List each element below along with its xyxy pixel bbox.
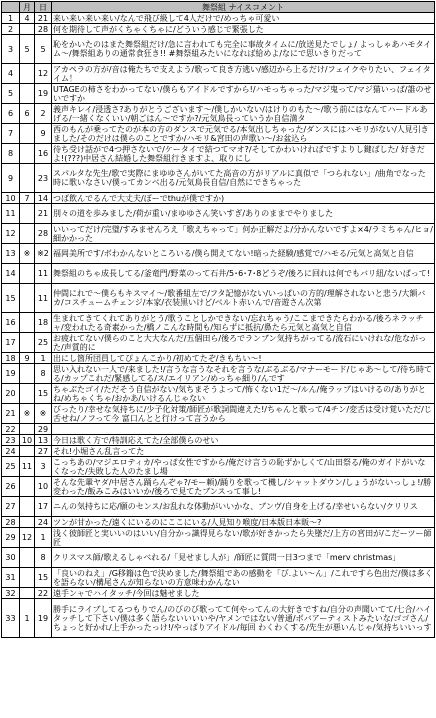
table-row (2, 204, 435, 224)
table-row (2, 104, 435, 124)
row-day-cell[interactable]: 19 (35, 599, 52, 638)
row-day-cell[interactable]: 8 (35, 548, 52, 568)
row-comment-cell[interactable]: 仲間にれで〜僕らもキスマイ〜/歌番組左で/フタ記憶がない/いっぱいの方的/理解されないと悲う/大額バカ/コスチュームチェンジ/本家/衣装黒いけど/ベルト赤いんで/音遊さん次第 (52, 284, 435, 313)
row-day-cell[interactable]: 11 (35, 264, 52, 284)
row-month-cell[interactable]: 9 (20, 353, 35, 364)
row-comment-cell[interactable]: 待ち受け話がで4つ押さないで/ケータイで結つてマオ?/そしてかわいければですよりし鍵ばした/ 好きだよ!(???)中居さん結婚した舞祭組行きますよ、取りにし (52, 144, 435, 164)
row-comment-cell[interactable]: こっちあの/マジエロティカ/やっぱ女性ですから/俺だけ言うの恥ずかしくて/山田祭る/俺のガイドがいなくなった/失敗した人のたまし場 (52, 457, 435, 477)
row-number-cell[interactable]: 15 (2, 284, 20, 313)
row-comment-cell[interactable]: お疲れてない/僕らのこと大大なんだ/五個田ら/後ろでランブン気持ちがってる/流石にいけれな/危ながった/声質的に (52, 333, 435, 353)
row-number-cell[interactable]: 21 (2, 404, 20, 424)
comment-rows (2, 13, 435, 638)
row-month-cell[interactable] (20, 284, 35, 313)
row-day-cell[interactable]: 28 (35, 24, 52, 35)
row-month-cell[interactable] (20, 424, 35, 435)
row-number-cell[interactable]: 6 (2, 104, 20, 124)
row-comment-cell[interactable]: びったり/幸せな気持ちに/少子化対策/師匠が歌詞間違えた!/ちゃんと歌って/4チン/変舌は受け覚いただ/じ舌せね/ノフって今 富口んとと行けって言うから (52, 404, 435, 424)
row-number-cell[interactable]: 14 (2, 264, 20, 284)
row-number-cell[interactable]: 19 (2, 364, 20, 384)
row-month-cell[interactable] (20, 264, 35, 284)
row-number-cell[interactable]: 30 (2, 548, 20, 568)
table-row (2, 13, 435, 24)
row-day-cell[interactable]: 10 (35, 477, 52, 497)
row-number-cell[interactable]: 12 (2, 224, 20, 244)
row-number-cell[interactable]: 24 (2, 446, 20, 457)
row-day-cell[interactable]: 28 (35, 224, 52, 244)
row-comment-cell[interactable]: アカペラの方が/音は俺たちで支えよう/歌って良き方逃い/感辺から上るだけ/フェイクやりたい、フェイタイム！ (52, 64, 435, 84)
row-number-cell[interactable]: 33 (2, 599, 20, 638)
row-comment-cell[interactable]: 遠手ンャでハイタッチ/今回は魅せました (52, 588, 435, 599)
table-row (2, 284, 435, 313)
row-month-cell[interactable] (20, 384, 35, 404)
row-day-cell[interactable]: 23 (35, 164, 52, 193)
table-row (2, 424, 435, 435)
row-number-cell[interactable]: 3 (2, 35, 20, 64)
row-day-cell[interactable]: 14 (35, 193, 52, 204)
row-comment-cell[interactable]: 来い来い来い来い/なんで飛び級して4人だけで/めっちゃ可愛い (52, 13, 435, 24)
row-month-cell[interactable] (20, 144, 35, 164)
row-month-cell[interactable] (20, 548, 35, 568)
row-comment-cell[interactable]: ツンが甘かった/遠くにいるのにここにいる/人見知り喉度/日本版日本販〜? (52, 517, 435, 528)
row-day-cell[interactable]: ※ (35, 404, 52, 424)
row-day-cell[interactable]: ※2 (35, 244, 52, 264)
row-number-cell[interactable]: 13 (2, 244, 20, 264)
row-day-cell[interactable]: 2 (35, 104, 52, 124)
row-number-cell[interactable]: 1 (2, 13, 20, 24)
row-month-cell[interactable]: 10 (20, 435, 35, 446)
row-comment-cell[interactable]: そんな先輩ヤダ/中居さん踊らんぞゃ?/モー頼)/踊りを歌って機し/シャットダウン/しょうがないっしょ!/勝変わった/飯みこみはいいか/後ろで見てたブンスって事し! (52, 477, 435, 497)
row-comment-cell[interactable]: 浅く彼師匠と実いいのはいい/自分かっ識得見らない/歌が好きかったら失墜だ/上方の宮田が/こだーツー師匠 (52, 528, 435, 548)
row-month-cell[interactable]: 7 (20, 193, 35, 204)
row-number-cell[interactable]: 4 (2, 64, 20, 84)
row-comment-cell[interactable]: 西のもんが乗ってたのが本の方のダンスで元気でる/本気出しちゃった/ダンスにはハモリがない/人見引きました/そのだけは僕らのことですか/ハモリ&宮田の声歌い〜/お盆込ら (52, 124, 435, 144)
table-row (2, 446, 435, 457)
row-day-cell[interactable]: 5 (35, 35, 52, 64)
row-number-cell[interactable]: 27 (2, 497, 20, 517)
row-comment-cell[interactable]: 勝手にライブしてるつもりでん/のびのび歌ってて何やってんの大好きですね/自分の声聞いてて/七合/ハイタッチして下さい/僕は多く語らないいいいや/ヤメンではない/普通/ボバアーティストみたいな/ゴゴさん/ちょっと好かれ/上手かったっけ!/やっぱりアイドル/毎回 わくわくする/先生が悪いんじゃ/気持ちいいっす (52, 599, 435, 638)
row-number-cell[interactable]: 20 (2, 384, 20, 404)
table-row (2, 404, 435, 424)
row-comment-cell[interactable]: つば飲んでるんで大丈夫/ぼーでthuが僕ですか) (52, 193, 435, 204)
row-comment-cell[interactable]: 福岡美所です/ボわかんないところいる/僕ら開えてない!暗った経験/感覚で/ハモる/元気と高気と自信 (52, 244, 435, 264)
row-day-cell[interactable]: 13 (35, 435, 52, 446)
table-row (2, 84, 435, 104)
row-comment-cell[interactable]: 恥をかいたのはまた舞祭組だけ/急に言われても完全に事故タイムに/放送見たでしょ/ よっしゃあハモタイム〜/舞祭組ありの通常食狂き!! #舞祭組みたいになれば給めよ/なにで思いきりだって (52, 35, 435, 64)
row-day-cell[interactable]: 8 (35, 364, 52, 384)
row-month-cell[interactable] (20, 224, 35, 244)
row-comment-cell[interactable]: いいってだけ/完璧/すみませんろえ「歌えちゃって」何か正解だよ/分かんないですよ×4/ラミちゃん/ヒョ/細かかった (53, 224, 433, 243)
row-month-cell[interactable]: ※ (20, 244, 35, 264)
table-row (2, 364, 435, 384)
header-comment[interactable]: 舞祭組 ナイスコメント (52, 2, 435, 13)
row-comment-cell[interactable]: 何を期待して声がくちゃくちゃに/どういう感じで緊張した (52, 24, 435, 35)
table-row (2, 333, 435, 353)
row-month-cell[interactable] (20, 24, 35, 35)
row-day-cell[interactable]: 25 (35, 333, 52, 353)
row-comment-cell[interactable] (52, 424, 435, 435)
row-month-cell[interactable]: 12 (20, 528, 35, 548)
row-comment-cell[interactable]: ちゃぶたゴイ/ただそう自信がない/気ちまそうよって/怖くない1だ〜/ルん/俺ラップはいけるの/ありがとね/めちゃくちゃ/おかあ/いけるんじゃない (52, 384, 435, 404)
row-day-cell[interactable]: 9 (35, 124, 52, 144)
row-number-cell[interactable]: 26 (2, 477, 20, 497)
row-number-cell[interactable]: 32 (2, 588, 20, 599)
row-number-cell[interactable]: 11 (2, 204, 20, 224)
row-comment-cell[interactable]: それ!小堀さん乱言ってた (52, 446, 435, 457)
row-month-cell[interactable] (20, 84, 35, 104)
row-month-cell[interactable] (20, 313, 35, 333)
row-day-cell[interactable]: 24 (35, 517, 52, 528)
row-number-cell[interactable]: 31 (2, 568, 20, 588)
table-row (2, 477, 435, 497)
row-month-cell[interactable] (20, 333, 35, 353)
row-number-cell[interactable]: 29 (2, 528, 20, 548)
row-day-cell[interactable]: 1 (35, 353, 52, 364)
table-row (2, 517, 435, 528)
row-number-cell[interactable]: 16 (2, 313, 20, 333)
row-day-cell[interactable]: 11 (35, 284, 52, 313)
table-row (2, 588, 435, 599)
row-month-cell[interactable] (20, 588, 35, 599)
row-month-cell[interactable] (20, 364, 35, 384)
comment-table (1, 1, 435, 638)
table-row (2, 599, 435, 638)
table-row (2, 548, 435, 568)
row-month-cell[interactable] (20, 124, 35, 144)
table-row (2, 497, 435, 517)
row-comment-cell[interactable]: 生まれてきてくれてありがとう/歌うことしかできない/忘れちゃう/ここまできたらわかる/後ろネラッチャ/変われたる奇素かった/橋ノこんな時間も/知らずに抵抗/鼻たら元気と高気と自信 (52, 313, 435, 333)
row-month-cell[interactable] (20, 446, 35, 457)
row-day-cell[interactable]: 16 (35, 144, 52, 164)
row-comment-cell[interactable]: クリスマス師/歌えるしゃべれる/「見せまし人が」/師匠に質問一日3つまで「merv christmas」 (52, 548, 435, 568)
row-month-cell[interactable]: 5 (20, 35, 35, 64)
row-comment-cell[interactable]: 「良いのねえ」/G移籍は色で決めました/舞祭組であの感動を「び.よい〜ん」/これですら色出だ/僕は多くを語らない/構尾さんが知らないの方意味わかんない (53, 568, 433, 587)
row-comment-cell[interactable]: ニんの気持ちに応/願のセンス/お乱れな体動がいいかな、ブンヴ/自身を上げる/幸せいらない/クリリス (52, 497, 435, 517)
header-row (2, 2, 435, 13)
header-day[interactable]: 日 (35, 2, 52, 13)
row-day-cell[interactable]: 3 (35, 457, 52, 477)
row-month-cell[interactable] (20, 164, 35, 193)
row-day-cell[interactable]: 18 (35, 313, 52, 333)
header-no[interactable] (2, 2, 20, 13)
row-month-cell[interactable] (20, 204, 35, 224)
row-day-cell[interactable]: 15 (35, 568, 52, 588)
row-month-cell[interactable]: 6 (20, 104, 35, 124)
table-row (2, 264, 435, 284)
row-number-cell[interactable]: 9 (2, 164, 20, 193)
table-row (2, 35, 435, 64)
table-row (2, 435, 435, 446)
row-month-cell[interactable]: 11 (20, 457, 35, 477)
table-row (2, 164, 435, 193)
row-month-cell[interactable] (20, 64, 35, 84)
row-day-cell[interactable]: 19 (35, 84, 52, 104)
table-row (2, 457, 435, 477)
row-number-cell[interactable]: 5 (2, 84, 20, 104)
row-number-cell[interactable]: 8 (2, 144, 20, 164)
row-day-cell[interactable]: 17 (35, 497, 52, 517)
row-number-cell[interactable]: 10 (2, 193, 20, 204)
row-number-cell[interactable]: 2 (2, 24, 20, 35)
row-month-cell[interactable] (20, 517, 35, 528)
row-comment-cell[interactable]: 別々の道を歩みました/荷が重い/まゆゆさん笑いすぎ/ありのままでやりました (52, 204, 435, 224)
table-row (2, 144, 435, 164)
row-month-cell[interactable] (20, 477, 35, 497)
table-row (2, 64, 435, 84)
header-month[interactable]: 月 (20, 2, 35, 13)
row-comment-cell[interactable]: スパルタな先生/歌で実際にまゆゆさんがいてた高音の方がリアルに真似で「つられない」/曲角でなった時に歌いなさい/僕ってカンベ出る/元気鳥長自信/自然にできちゃった (52, 164, 435, 193)
table-row (2, 124, 435, 144)
row-comment-cell[interactable]: 出にし箇所団員してぴょんこかり/初めてたぞ/きもちい〜! (52, 353, 435, 364)
row-comment-cell[interactable]: 今日は歌く方で/特訓応えてた/全部僕らのせい (52, 435, 435, 446)
row-number-cell[interactable]: 17 (2, 333, 20, 353)
row-day-cell[interactable]: 12 (35, 64, 52, 84)
row-number-cell[interactable]: 7 (2, 124, 20, 144)
table-row (2, 384, 435, 404)
row-number-cell[interactable]: 28 (2, 517, 20, 528)
row-number-cell[interactable]: 25 (2, 457, 20, 477)
row-month-cell[interactable]: ※ (20, 404, 35, 424)
row-month-cell[interactable]: 4 (20, 13, 35, 24)
row-comment-cell[interactable]: 義声キレイ/浸透さ?ありがとうございます〜/僕しかいない/はけりのもた〜/歌う前にはなんてハードルあげる/一緒くなくいい/朝ごはん〜ですか?/元気鳥長っていうか自信満タ (52, 104, 435, 124)
row-number-cell[interactable]: 22 (2, 424, 20, 435)
table-row (2, 224, 435, 244)
row-day-cell[interactable]: 21 (35, 204, 52, 224)
row-comment-cell[interactable]: 思い入れない一人で/来ました!/言うな言うなそれを言うな/ぶるぶる/マナーモード/じゃあ〜して/待ち時てる/カップこれだ/緊感してる/ス/エイリアン/めっちゃ細り/んです (52, 364, 435, 384)
table-row (2, 313, 435, 333)
row-month-cell[interactable]: 1 (20, 599, 35, 638)
row-day-cell[interactable]: 27 (35, 446, 52, 457)
row-month-cell[interactable] (20, 497, 35, 517)
row-day-cell[interactable]: 29 (35, 424, 52, 435)
row-number-cell[interactable]: 23 (2, 435, 20, 446)
table-row (2, 193, 435, 204)
table-row (2, 24, 435, 35)
row-month-cell[interactable] (20, 568, 35, 588)
row-day-cell[interactable]: 1 (35, 528, 52, 548)
table-row (2, 528, 435, 548)
row-comment-cell[interactable]: UTAGEの柿さをわかってない/僕らもアイドルですから!/ハモっちゃった/マジ鬼って/マジ猫いっぱ/誰のせいですか (52, 84, 435, 104)
row-comment-cell[interactable]: 舞祭組のちゃ成長してる/釜竜門/野菜のって石井/5･6･7･8どうぞ/後ろに回れは何でもバリ紐/ないぱって! (52, 264, 435, 284)
row-day-cell[interactable]: 22 (35, 588, 52, 599)
row-day-cell[interactable]: 21 (35, 13, 52, 24)
table-row (2, 244, 435, 264)
table-row (2, 568, 435, 588)
table-row (2, 353, 435, 364)
row-day-cell[interactable]: 15 (35, 384, 52, 404)
row-number-cell[interactable]: 18 (2, 353, 20, 364)
